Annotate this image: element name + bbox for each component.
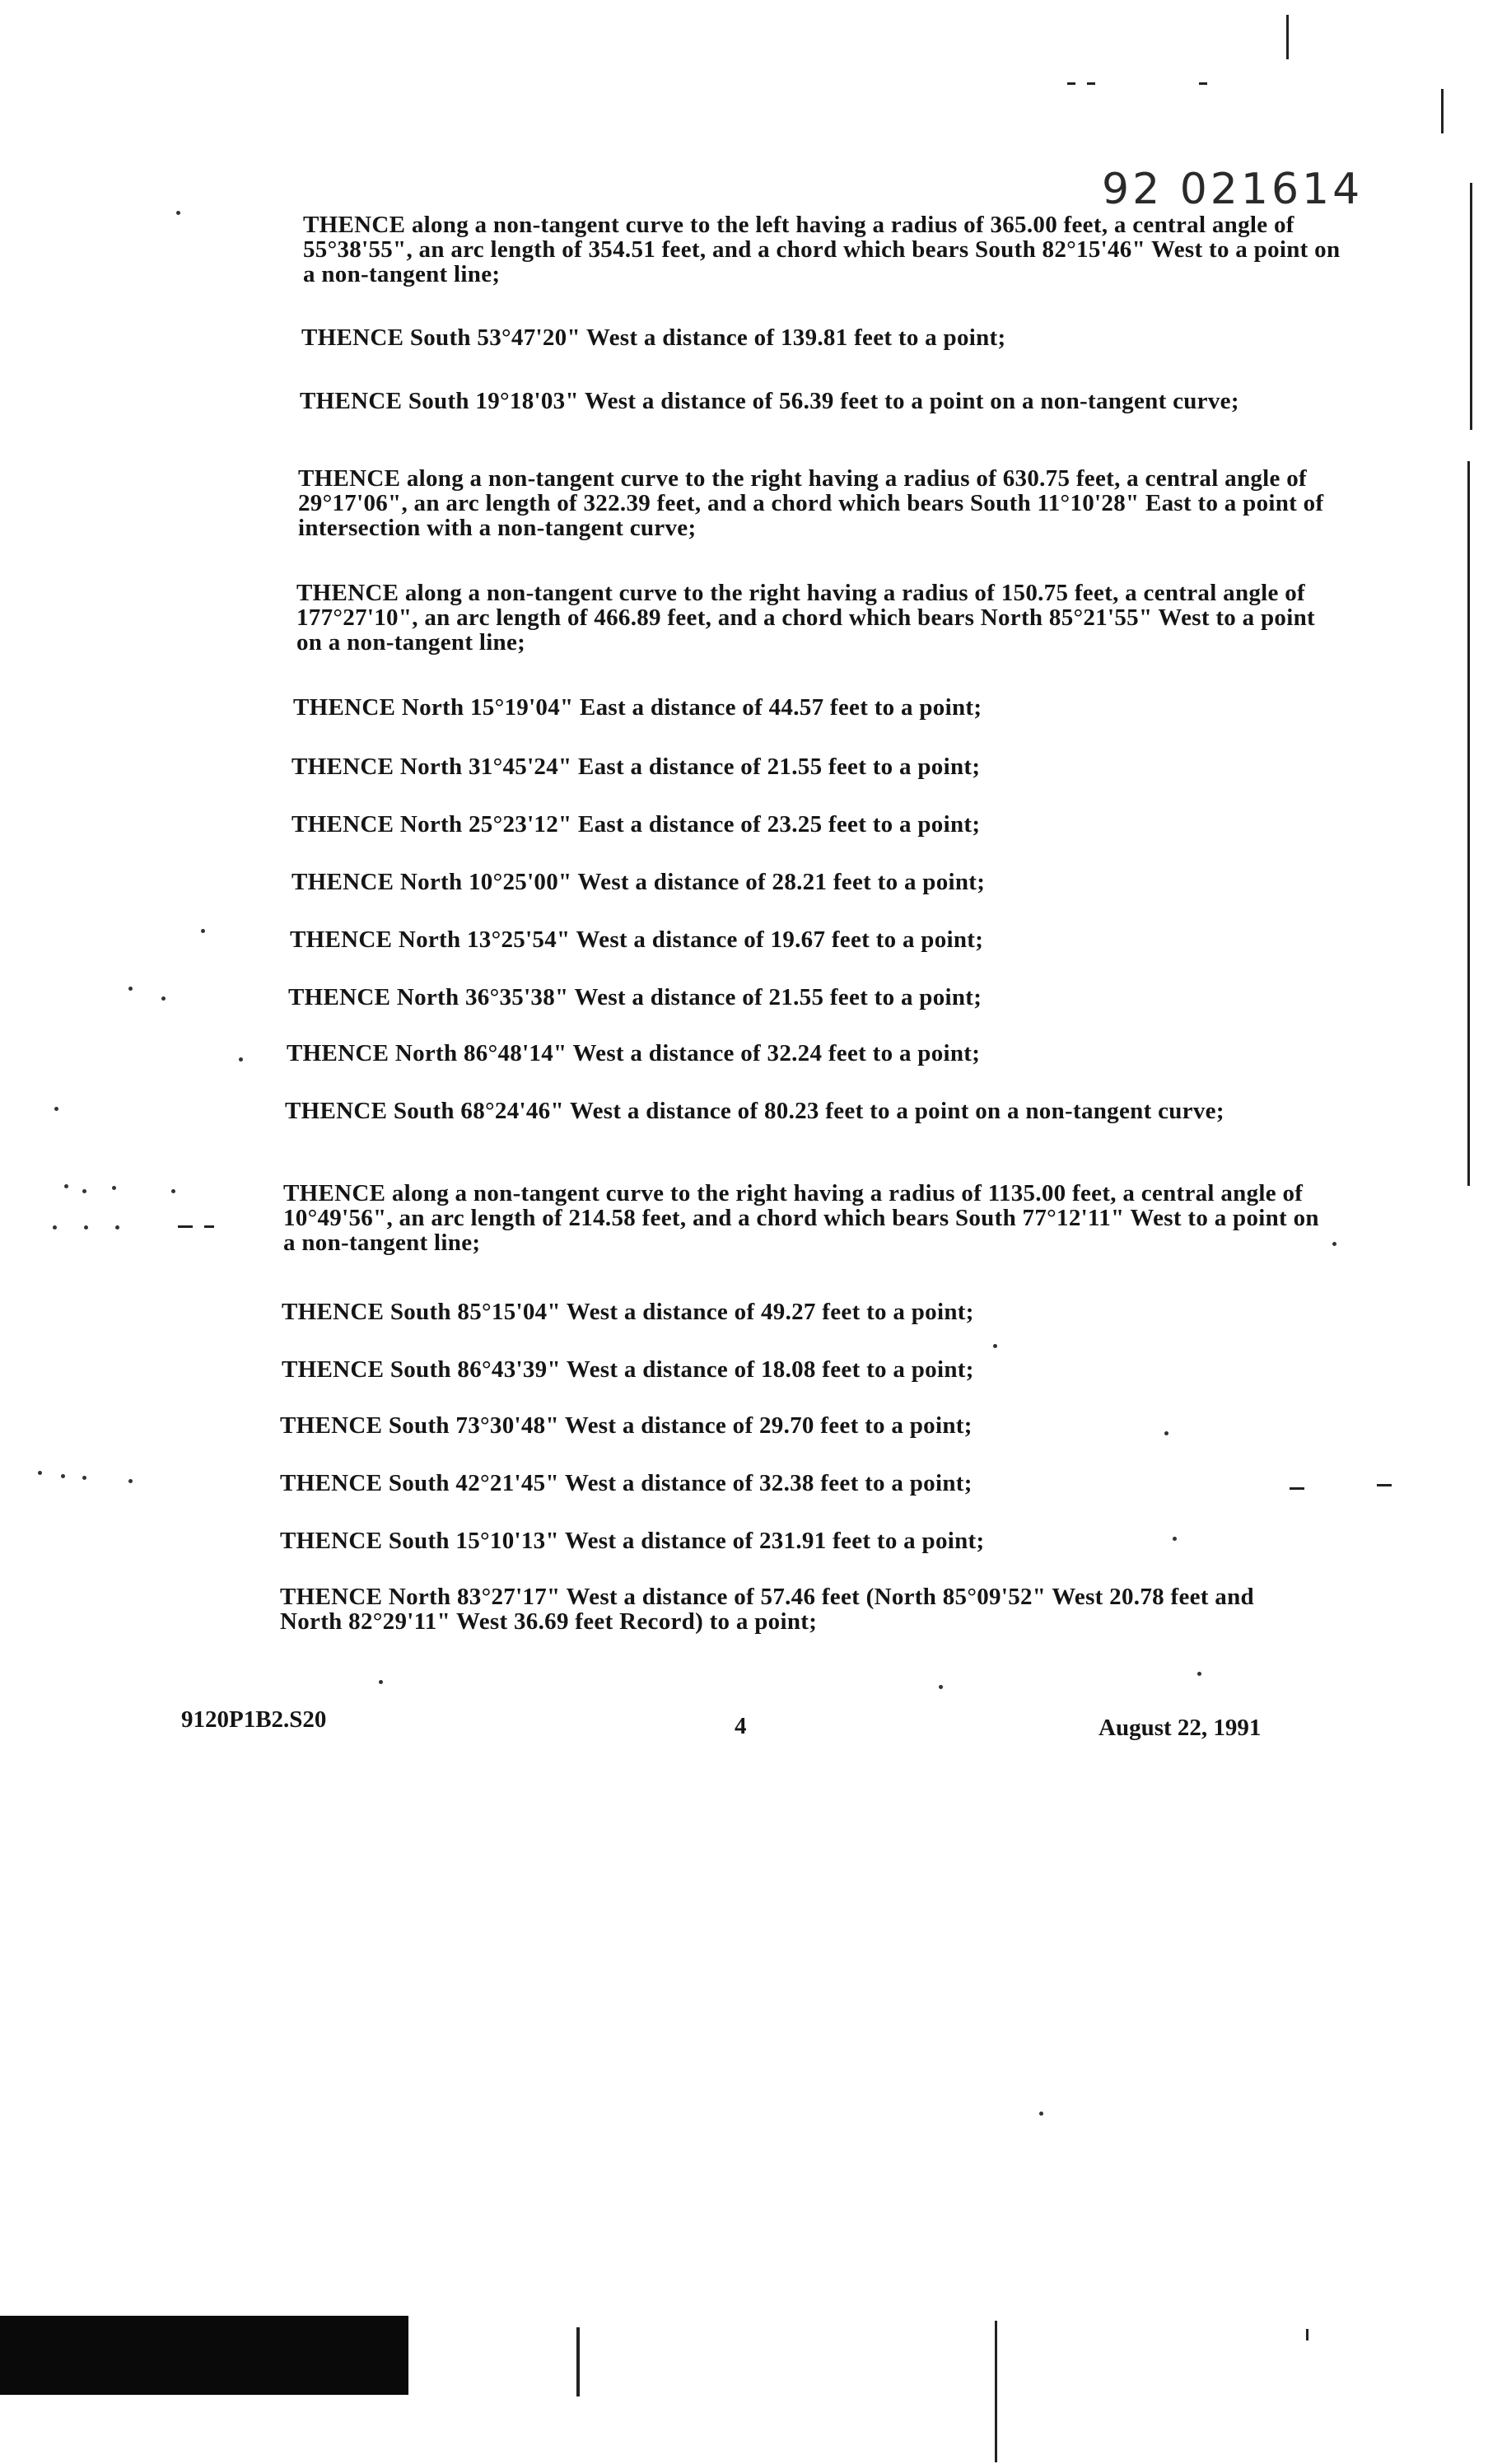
paragraph-16: THENCE South 86°43'39" West a distance of 18.08 feet to a point; [282, 1356, 974, 1383]
scan-dot-19 [82, 1476, 86, 1480]
scan-mark-dash-1 [1067, 82, 1075, 85]
scan-dot-4 [161, 996, 166, 1001]
scan-dot-23 [939, 1685, 943, 1689]
paragraph-2: THENCE South 53°47'20" West a distance of 139.81 feet to a point; [301, 324, 1006, 351]
scan-black-bar [0, 2316, 408, 2395]
scan-dot-6 [54, 1107, 58, 1111]
scan-mark-bottom-2 [995, 2321, 997, 2462]
footer-page-number: 4 [735, 1713, 747, 1739]
scan-dot-20 [128, 1479, 133, 1483]
scan-mark-dash-2 [1087, 82, 1095, 85]
paragraph-6: THENCE North 15°19'04" East a distance of 44.57 feet to a point; [293, 694, 982, 721]
scan-dot-1 [176, 211, 180, 215]
scan-dot-17 [38, 1471, 42, 1475]
scan-mark-right-long-2 [1467, 461, 1470, 1186]
paragraph-20: THENCE North 83°27'17" West a distance of 57.46 feet (North 85°09'52" West 20.78 feet and North 82°29'11" West 36.69 feet Record) to a point; [280, 1584, 1254, 1635]
footer-date: August 22, 1991 [1099, 1715, 1262, 1741]
scan-mark-dash-6 [178, 1225, 193, 1228]
scan-dot-9 [112, 1186, 116, 1190]
scan-dot-13 [115, 1225, 119, 1230]
scan-mark-bottom-1 [576, 2327, 580, 2396]
scan-dot-11 [53, 1225, 57, 1230]
scan-dot-2 [201, 929, 205, 933]
scan-mark-dash-7 [204, 1225, 214, 1228]
scan-dot-7 [64, 1184, 68, 1188]
paragraph-4: THENCE along a non-tangent curve to the right having a radius of 630.75 feet, a central angle of 29°17'06", an arc length of 322.39 feet, and a chord which bears South 11°10'28" East to a point of intersection with a non-tangent curve; [298, 465, 1324, 541]
scan-mark-right-edge [1441, 89, 1444, 133]
paragraph-1: THENCE along a non-tangent curve to the left having a radius of 365.00 feet, a central angle of 55°38'55", an arc length of 354.51 feet, and a chord which bears South 82°15'46" West to a point on a non-tangent line; [303, 212, 1341, 287]
scan-dot-10 [171, 1189, 175, 1193]
scan-dot-15 [993, 1344, 997, 1348]
scan-mark-dash-4 [1377, 1484, 1392, 1486]
scan-mark-bottom-3 [1306, 2329, 1308, 2340]
scan-dot-8 [82, 1189, 86, 1193]
scan-mark-top-right [1286, 15, 1289, 59]
paragraph-13: THENCE South 68°24'46" West a distance of 80.23 feet to a point on a non-tangent curve; [285, 1098, 1224, 1124]
paragraph-10: THENCE North 13°25'54" West a distance of 19.67 feet to a point; [290, 926, 984, 953]
paragraph-12: THENCE North 86°48'14" West a distance of 32.24 feet to a point; [287, 1040, 981, 1066]
scan-dot-18 [61, 1474, 65, 1478]
scan-mark-right-long [1470, 183, 1472, 430]
scan-mark-dash-3 [1199, 82, 1207, 85]
scan-dot-12 [84, 1225, 88, 1230]
paragraph-17: THENCE South 73°30'48" West a distance of 29.70 feet to a point; [280, 1412, 973, 1439]
scan-dot-22 [379, 1680, 383, 1684]
paragraph-18: THENCE South 42°21'45" West a distance of 32.38 feet to a point; [280, 1470, 973, 1496]
paragraph-5: THENCE along a non-tangent curve to the right having a radius of 150.75 feet, a central angle of 177°27'10", an arc length of 466.89 feet, and a chord which bears North 85°21'55" West to a point on a non-tangent line; [296, 580, 1315, 656]
paragraph-9: THENCE North 10°25'00" West a distance of 28.21 feet to a point; [292, 869, 986, 895]
scan-dot-14 [1332, 1242, 1336, 1246]
paragraph-7: THENCE North 31°45'24" East a distance of 21.55 feet to a point; [292, 754, 981, 780]
paragraph-14: THENCE along a non-tangent curve to the right having a radius of 1135.00 feet, a central angle of 10°49'56", an arc length of 214.58 feet, and a chord which bears South 77°12'11" West to a point on a non-tangent line; [283, 1180, 1319, 1256]
scan-dot-3 [128, 987, 133, 991]
scan-dot-24 [1197, 1672, 1201, 1676]
paragraph-11: THENCE North 36°35'38" West a distance of 21.55 feet to a point; [288, 984, 982, 1010]
paragraph-15: THENCE South 85°15'04" West a distance of 49.27 feet to a point; [282, 1299, 974, 1325]
scan-dot-25 [1039, 2112, 1043, 2116]
paragraph-3: THENCE South 19°18'03" West a distance of 56.39 feet to a point on a non-tangent curve; [300, 388, 1239, 414]
paragraph-19: THENCE South 15°10'13" West a distance of 231.91 feet to a point; [280, 1528, 985, 1554]
paragraph-8: THENCE North 25°23'12" East a distance of 23.25 feet to a point; [292, 811, 981, 838]
scan-dot-5 [239, 1057, 243, 1062]
footer-file-code: 9120P1B2.S20 [181, 1706, 327, 1733]
recording-number: 92 021614 [1102, 165, 1364, 214]
